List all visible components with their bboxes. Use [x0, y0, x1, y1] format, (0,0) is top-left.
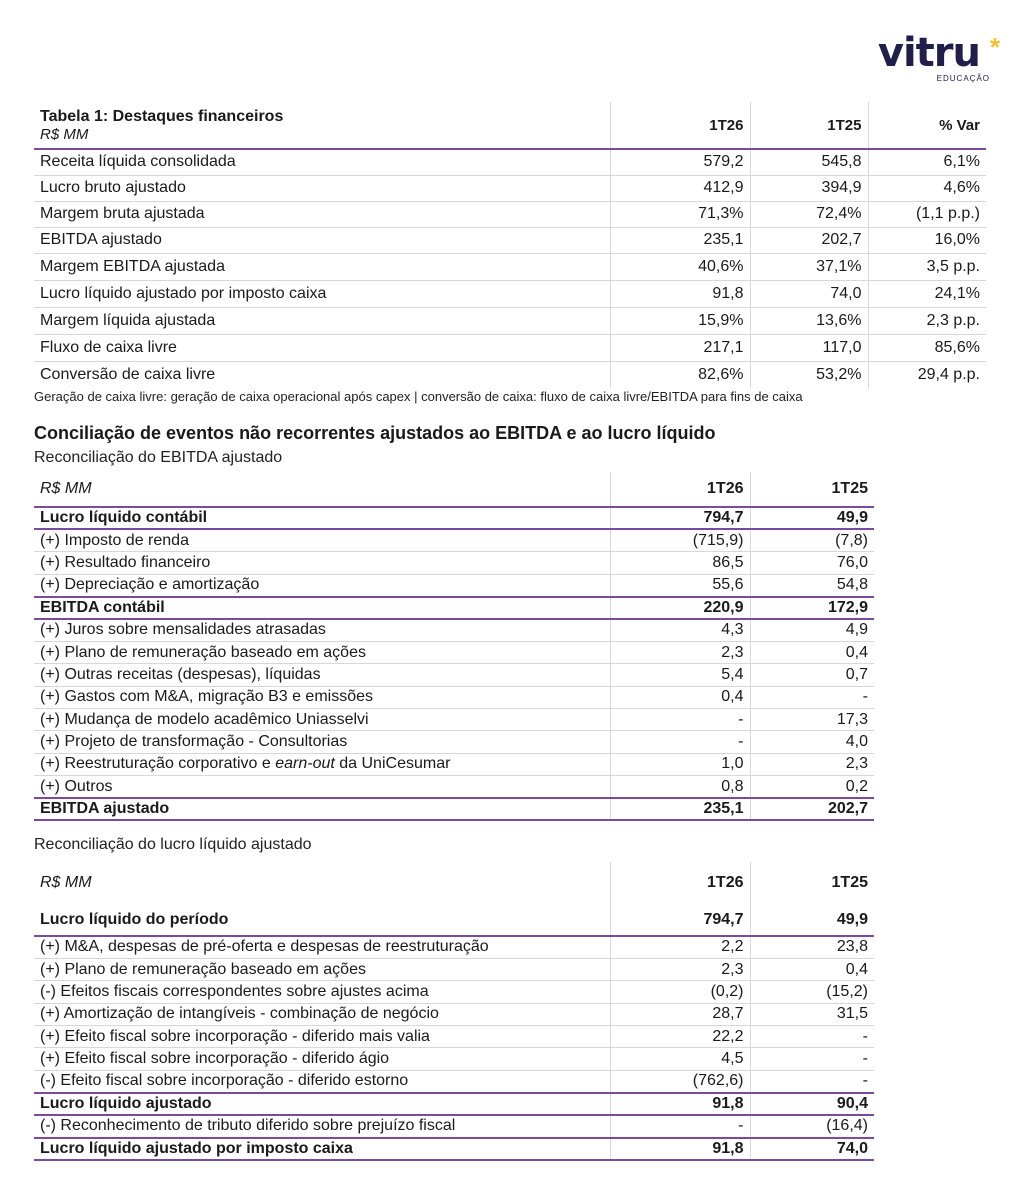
logo-subtitle: EDUCAÇÃO	[936, 74, 990, 83]
value-1t25: 2,3	[750, 753, 874, 775]
value-1t26: 0,4	[610, 686, 750, 708]
table-row	[34, 798, 874, 820]
value-1t25: 37,1%	[750, 253, 868, 280]
table-unit: R$ MM	[40, 874, 92, 891]
value-1t25: 0,4	[750, 958, 874, 980]
value-1t26: 91,8	[610, 1138, 750, 1160]
value-var: 4,6%	[868, 175, 986, 201]
table-title: Tabela 1: Destaques financeiros	[40, 107, 284, 125]
value-1t25: 0,4	[750, 641, 874, 663]
value-1t25: -	[750, 686, 874, 708]
value-var: 2,3 p.p.	[868, 307, 986, 334]
table-row	[34, 641, 874, 663]
row-label: Fluxo de caixa livre	[40, 338, 177, 356]
table-footnote: Geração de caixa livre: geração de caixa operacional após capex | conversão de caixa: fluxo de caixa livre/EBITDA para fins de caixa	[34, 389, 803, 404]
value-1t25: 74,0	[750, 280, 868, 307]
col-header-1t25: 1T25	[750, 862, 874, 904]
value-var: 3,5 p.p.	[868, 253, 986, 280]
value-var: 6,1%	[868, 149, 986, 175]
row-label: EBITDA ajustado	[40, 231, 162, 248]
row-label: (+) Resultado financeiro	[40, 553, 211, 571]
value-1t25: 172,9	[750, 597, 874, 619]
value-1t25: 13,6%	[750, 307, 868, 334]
table-row	[34, 904, 874, 936]
row-label: (+) Mudança de modelo acadêmico Uniasselvi	[40, 710, 369, 728]
table-row	[34, 227, 986, 253]
value-1t25: (7,8)	[750, 529, 874, 551]
row-label-part: da UniCesumar	[334, 755, 451, 773]
row-label: (+) Projeto de transformação - Consultorias	[40, 733, 348, 751]
value-1t26: 55,6	[610, 574, 750, 596]
value-1t26: (0,2)	[610, 981, 750, 1003]
table-row	[34, 361, 986, 388]
row-label: (-) Efeito fiscal sobre incorporação - diferido estorno	[40, 1072, 409, 1090]
value-var: 29,4 p.p.	[868, 361, 986, 388]
table-row	[34, 1070, 874, 1092]
row-label: EBITDA ajustado	[40, 800, 170, 818]
value-1t26: 5,4	[610, 664, 750, 686]
table-row	[34, 334, 986, 361]
row-label	[34, 753, 610, 775]
value-var: (1,1 p.p.)	[868, 201, 986, 227]
value-1t25: (16,4)	[750, 1115, 874, 1137]
table-row	[34, 1003, 874, 1025]
value-1t26: (715,9)	[610, 529, 750, 551]
value-1t26: 217,1	[610, 334, 750, 361]
table-row	[34, 1048, 874, 1070]
value-1t26: 220,9	[610, 597, 750, 619]
table-row	[34, 664, 874, 686]
row-label: (+) Outros	[40, 777, 113, 795]
value-1t25: 90,4	[750, 1093, 874, 1115]
row-label: Margem líquida ajustada	[40, 311, 216, 329]
financial-highlights-table	[34, 102, 986, 388]
value-1t26: 71,3%	[610, 201, 750, 227]
table-header-row	[34, 472, 874, 507]
row-label: Lucro bruto ajustado	[40, 179, 186, 196]
value-1t26: 2,3	[610, 641, 750, 663]
table-header-row	[34, 862, 874, 904]
vitru-logo	[870, 30, 1000, 90]
table-row	[34, 1026, 874, 1048]
value-1t26: 1,0	[610, 753, 750, 775]
col-header-1t25: 1T25	[750, 102, 868, 149]
value-1t26: 2,3	[610, 958, 750, 980]
value-1t25: 76,0	[750, 552, 874, 574]
table-unit: R$ MM	[40, 125, 89, 143]
row-label: Lucro líquido ajustado por imposto caixa	[40, 1139, 353, 1157]
value-1t25: 202,7	[750, 227, 868, 253]
value-1t25: -	[750, 1070, 874, 1092]
row-label-emphasis: earn-out	[275, 755, 335, 773]
table-row	[34, 529, 874, 551]
value-1t25: 74,0	[750, 1138, 874, 1160]
row-label: Lucro líquido ajustado	[40, 1094, 212, 1112]
table-row	[34, 175, 986, 201]
row-label: Margem bruta ajustada	[40, 205, 205, 222]
row-label: (+) M&A, despesas de pré-oferta e despesas de reestruturação	[40, 938, 489, 956]
row-label: (+) Outras receitas (despesas), líquidas	[40, 665, 321, 683]
row-label: Lucro líquido ajustado por imposto caixa	[40, 284, 327, 302]
row-label: EBITDA contábil	[40, 598, 165, 616]
value-1t25: 54,8	[750, 574, 874, 596]
table-row	[34, 619, 874, 641]
row-label: Lucro líquido contábil	[40, 509, 208, 527]
table-row	[34, 149, 986, 175]
value-var: 24,1%	[868, 280, 986, 307]
value-1t25: 49,9	[750, 507, 874, 529]
col-header-var: % Var	[868, 102, 986, 149]
net-income-reconciliation-table	[34, 862, 874, 1161]
value-1t25: 117,0	[750, 334, 868, 361]
col-header-1t25: 1T25	[750, 472, 874, 507]
logo-wordmark: vitru	[877, 30, 980, 76]
value-1t26: 794,7	[610, 507, 750, 529]
value-1t25: 31,5	[750, 1003, 874, 1025]
row-label: (+) Juros sobre mensalidades atrasadas	[40, 621, 326, 639]
value-1t26: 86,5	[610, 552, 750, 574]
table-row	[34, 753, 874, 775]
table-row	[34, 776, 874, 798]
value-1t26: 40,6%	[610, 253, 750, 280]
table-row	[34, 201, 986, 227]
row-label: (+) Amortização de intangíveis - combinação de negócio	[40, 1005, 439, 1023]
value-1t26: -	[610, 709, 750, 731]
table-row	[34, 731, 874, 753]
ebitda-reconciliation-table	[34, 472, 874, 821]
value-1t26: 412,9	[610, 175, 750, 201]
net-income-reconciliation-subtitle: Reconciliação do lucro líquido ajustado	[34, 836, 312, 853]
value-1t26: 28,7	[610, 1003, 750, 1025]
row-label: (-) Efeitos fiscais correspondentes sobre ajustes acima	[40, 982, 429, 1000]
row-label: Lucro líquido do período	[40, 910, 229, 928]
table-row	[34, 280, 986, 307]
table-row	[34, 574, 874, 596]
section-title: Conciliação de eventos não recorrentes ajustados ao EBITDA e ao lucro líquido	[34, 423, 716, 443]
value-1t25: 23,8	[750, 936, 874, 958]
value-1t25: -	[750, 1048, 874, 1070]
row-label-part: (+) Reestruturação corporativo e	[40, 755, 276, 773]
row-label: (-) Reconhecimento de tributo diferido sobre prejuízo fiscal	[40, 1117, 456, 1135]
value-1t25: 53,2%	[750, 361, 868, 388]
table-title-cell	[34, 102, 610, 149]
table-row	[34, 958, 874, 980]
row-label: (+) Gastos com M&A, migração B3 e emissões	[40, 688, 373, 706]
col-header-1t26: 1T26	[610, 862, 750, 904]
col-header-1t26: 1T26	[610, 102, 750, 149]
table-row	[34, 709, 874, 731]
value-var: 16,0%	[868, 227, 986, 253]
value-1t26: 579,2	[610, 149, 750, 175]
value-1t26: 0,8	[610, 776, 750, 798]
value-1t25: (15,2)	[750, 981, 874, 1003]
row-label: (+) Imposto de renda	[40, 531, 189, 549]
value-1t25: 202,7	[750, 798, 874, 820]
table-row	[34, 253, 986, 280]
row-label: (+) Depreciação e amortização	[40, 576, 260, 594]
value-1t25: 0,2	[750, 776, 874, 798]
value-1t25: 49,9	[750, 904, 874, 936]
col-header-1t26: 1T26	[610, 472, 750, 507]
value-1t25: 394,9	[750, 175, 868, 201]
value-1t25: -	[750, 1026, 874, 1048]
row-label: Margem EBITDA ajustada	[40, 257, 225, 275]
value-1t25: 17,3	[750, 709, 874, 731]
row-label: (+) Plano de remuneração baseado em ações	[40, 960, 366, 978]
value-1t25: 72,4%	[750, 201, 868, 227]
table-header-row	[34, 102, 986, 149]
table-row	[34, 597, 874, 619]
table-row	[34, 981, 874, 1003]
table-row	[34, 1115, 874, 1137]
value-1t26: -	[610, 1115, 750, 1137]
value-var: 85,6%	[868, 334, 986, 361]
value-1t26: 4,5	[610, 1048, 750, 1070]
value-1t25: 545,8	[750, 149, 868, 175]
value-1t25: 4,0	[750, 731, 874, 753]
value-1t26: 91,8	[610, 280, 750, 307]
row-label: (+) Efeito fiscal sobre incorporação - diferido ágio	[40, 1050, 390, 1068]
value-1t26: -	[610, 731, 750, 753]
value-1t26: (762,6)	[610, 1070, 750, 1092]
value-1t26: 22,2	[610, 1026, 750, 1048]
row-label: Conversão de caixa livre	[40, 365, 216, 383]
table-row	[34, 552, 874, 574]
row-label: Receita líquida consolidada	[40, 153, 236, 171]
value-1t25: 0,7	[750, 664, 874, 686]
value-1t26: 82,6%	[610, 361, 750, 388]
value-1t26: 794,7	[610, 904, 750, 936]
table-row	[34, 686, 874, 708]
value-1t26: 2,2	[610, 936, 750, 958]
table-row	[34, 307, 986, 334]
value-1t26: 91,8	[610, 1093, 750, 1115]
table-row	[34, 936, 874, 958]
value-1t26: 235,1	[610, 227, 750, 253]
table-unit: R$ MM	[40, 480, 92, 497]
row-label: (+) Plano de remuneração baseado em ações	[40, 643, 366, 661]
value-1t25: 4,9	[750, 619, 874, 641]
table-row	[34, 1138, 874, 1160]
logo-star-icon: *	[989, 32, 1000, 62]
value-1t26: 235,1	[610, 798, 750, 820]
ebitda-reconciliation-subtitle: Reconciliação do EBITDA ajustado	[34, 449, 283, 466]
table-row	[34, 1093, 874, 1115]
value-1t26: 15,9%	[610, 307, 750, 334]
row-label: (+) Efeito fiscal sobre incorporação - diferido mais valia	[40, 1027, 430, 1045]
table-row	[34, 507, 874, 529]
value-1t26: 4,3	[610, 619, 750, 641]
